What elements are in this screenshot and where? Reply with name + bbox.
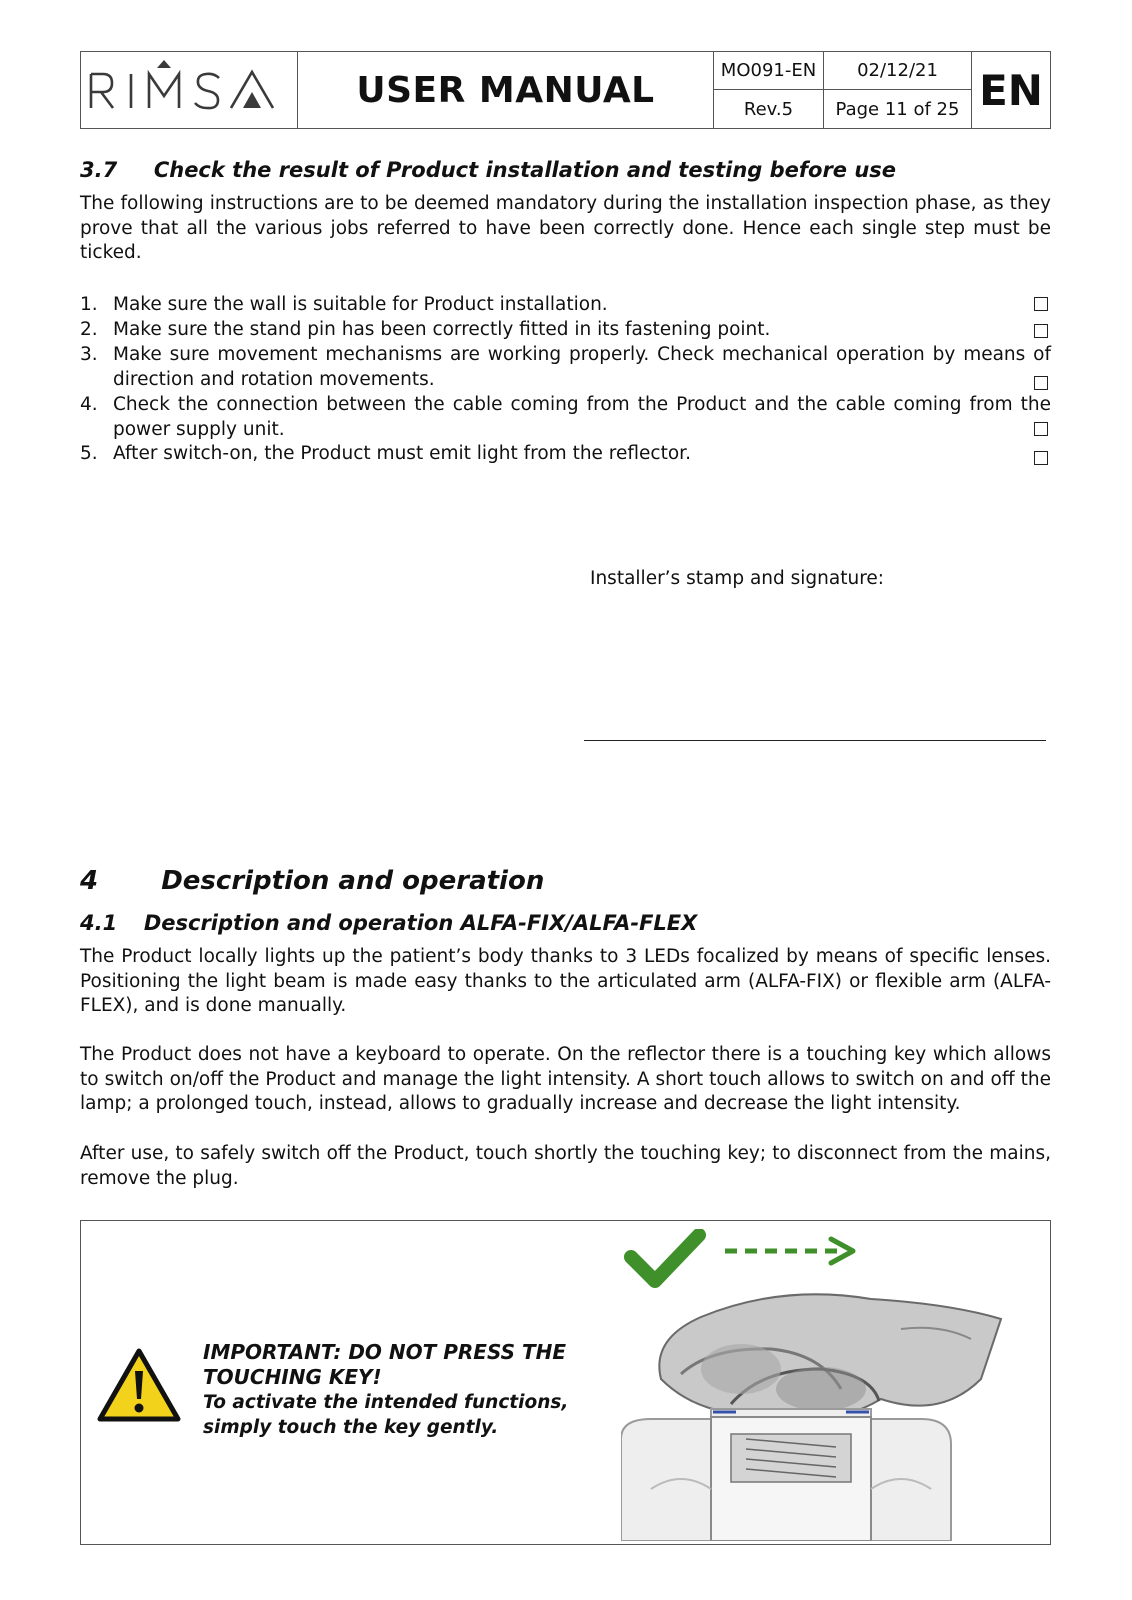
checkbox[interactable] (1034, 324, 1048, 338)
signature-line (584, 740, 1046, 741)
section-4-heading (80, 866, 544, 896)
item-text: After switch-on, the Product must emit light from the reflector. (113, 443, 691, 464)
checkbox[interactable] (1034, 297, 1048, 311)
warning-text (203, 1340, 583, 1440)
item-number: 2. (80, 319, 98, 340)
section-3-7-intro: The following instructions are to be deemed mandatory during the installation inspection phase, as they prove that all the various jobs referred to have been correctly done. Hence each single step must be ticked. (80, 193, 1051, 264)
company-logo (81, 52, 298, 128)
document-header (80, 51, 1051, 129)
document-revision: Rev.5 (714, 90, 824, 128)
language-code: EN (979, 65, 1043, 115)
warning-line: simply touch the key gently. (203, 1417, 499, 1438)
checkbox[interactable] (1034, 376, 1048, 390)
rimsa-logo-icon (81, 52, 298, 127)
warning-line: IMPORTANT: DO NOT PRESS THE (203, 1340, 567, 1364)
item-number: 4. (80, 394, 98, 415)
item-text: Make sure the stand pin has been correctly fitted in its fastening point. (113, 319, 771, 340)
warning-line: TOUCHING KEY! (203, 1365, 382, 1389)
page-number: Page 11 of 25 (824, 90, 972, 128)
touch-key-illustration (621, 1229, 1036, 1541)
paragraph: The Product locally lights up the patient’s body thanks to 3 LEDs focalized by means of specific lenses. Positioning the light beam is made easy thanks to the articulated arm (ALFA-FIX) or flexible arm (ALFA-FLEX), and is done manually. (80, 946, 1051, 1017)
document-code: MO091-EN (714, 52, 824, 90)
warning-box (80, 1220, 1051, 1545)
item-number: 1. (80, 294, 98, 315)
section-number: 4.1 (80, 911, 118, 935)
section-title: Description and operation ALFA-FIX/ALFA-FLEX (143, 911, 698, 935)
checkbox[interactable] (1034, 451, 1048, 465)
checkbox[interactable] (1034, 422, 1048, 436)
check-mark-icon (631, 1235, 699, 1281)
document-title: USER MANUAL (298, 52, 714, 128)
stamp-signature-label: Installer’s stamp and signature: (590, 568, 885, 589)
paragraph: After use, to safely switch off the Product, touch shortly the touching key; to disconnect from the mains, remove the plug. (80, 1143, 1051, 1189)
reflector-device-illustration (621, 1409, 951, 1541)
document-date: 02/12/21 (824, 52, 972, 90)
paragraph: The Product does not have a keyboard to operate. On the reflector there is a touching key which allows to switch on/off the Product and manage the light intensity. A short touch allows to switch on and off the lamp; a prolonged touch, instead, allows to gradually increase and decrease the light intensity. (80, 1044, 1051, 1115)
section-4-1-heading (80, 911, 697, 935)
item-text: Check the connection between the cable coming from the Product and the cable coming from the power supply unit. (113, 394, 1051, 440)
section-number: 3.7 (80, 158, 118, 182)
warning-triangle-icon (97, 1347, 181, 1423)
finger-touch-illustration (659, 1294, 1001, 1419)
dashed-arrow-icon (725, 1239, 853, 1263)
item-text: Make sure movement mechanisms are working properly. Check mechanical operation by means of direction and rotation movements. (113, 344, 1051, 390)
section-number: 4 (80, 866, 99, 896)
section-title: Description and operation (161, 866, 545, 896)
item-text: Make sure the wall is suitable for Product installation. (113, 294, 608, 315)
warning-line: To activate the intended functions, (203, 1392, 569, 1413)
section-3-7-heading (80, 158, 896, 182)
item-number: 5. (80, 443, 98, 464)
section-title: Check the result of Product installation and testing before use (153, 158, 897, 182)
item-number: 3. (80, 344, 98, 365)
